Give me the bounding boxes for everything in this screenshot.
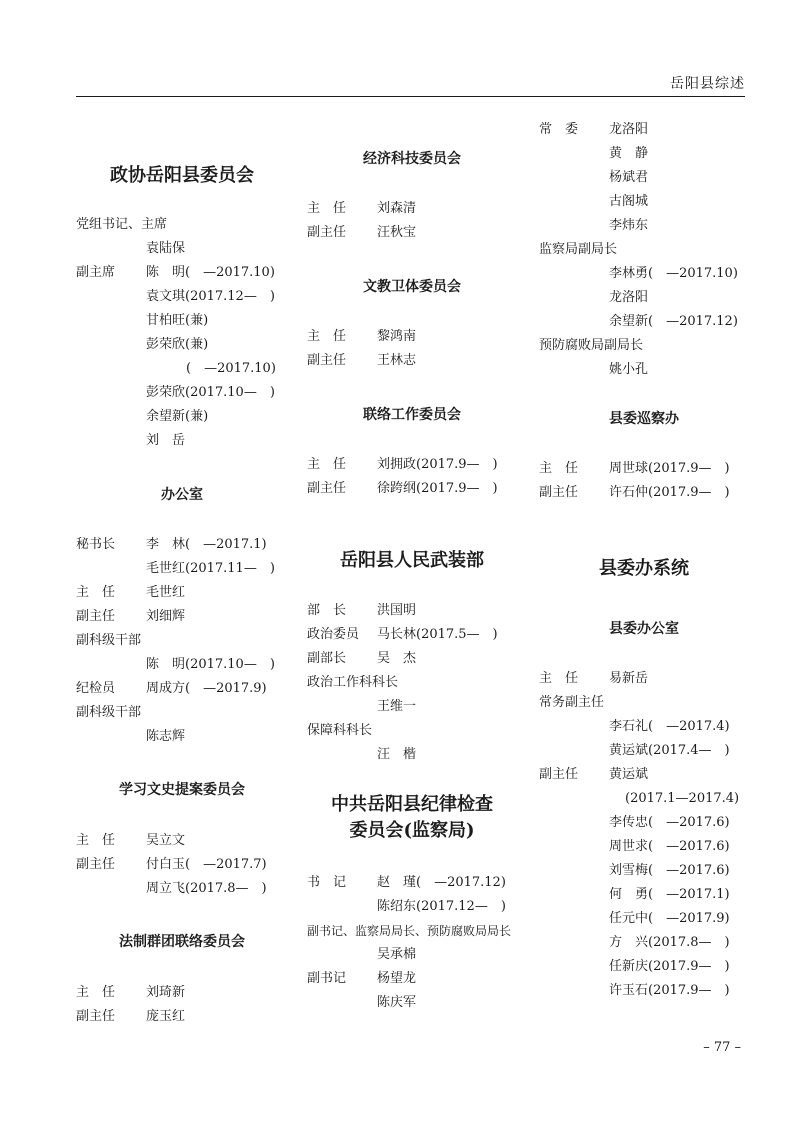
section-title-xianwei: 县委办系统 xyxy=(599,558,689,579)
person-entry: 李传忠( —2017.6) xyxy=(609,815,730,830)
person-entry: 黄 静 xyxy=(609,146,649,161)
person-entry: 付白玉( —2017.7) xyxy=(146,857,267,872)
person-entry: 王林志 xyxy=(377,353,417,368)
section-title-xianweibangongshi: 县委办公室 xyxy=(609,621,679,637)
person-entry: 刘 岳 xyxy=(146,433,186,448)
person-entry: 王维一 xyxy=(377,699,417,714)
role-label: 主 任 xyxy=(76,585,116,600)
role-label: 监察局副局长 xyxy=(539,242,618,257)
person-entry: 毛世红 xyxy=(146,585,186,600)
section-title-jingji: 经济科技委员会 xyxy=(363,151,461,167)
role-label: 秘书长 xyxy=(76,537,116,552)
person-entry: 周世求( —2017.6) xyxy=(609,839,730,854)
person-entry: 刘琦新 xyxy=(146,985,186,1000)
role-label: 副主任 xyxy=(307,481,347,496)
role-label: 副部长 xyxy=(307,651,347,666)
role-label: 常务副主任 xyxy=(539,695,605,710)
role-label: 主 任 xyxy=(76,985,116,1000)
role-label: 纪检员 xyxy=(76,681,116,696)
person-entry: 杨斌君 xyxy=(609,170,649,185)
role-label: 主 任 xyxy=(307,457,347,472)
person-entry: 周成方( —2017.9) xyxy=(146,681,267,696)
section-title-zhengxie: 政协岳阳县委员会 xyxy=(110,165,254,186)
person-entry: 李石礼( —2017.4) xyxy=(609,719,730,734)
person-entry: 吴 杰 xyxy=(377,651,417,666)
person-entry-term: (2017.1—2017.4) xyxy=(625,791,740,806)
person-entry: 李 林( —2017.1) xyxy=(146,537,267,552)
person-entry: 陈绍东(2017.12— ) xyxy=(377,899,506,914)
person-entry: 彭荣欣(2017.10— ) xyxy=(146,385,275,400)
person-entry: 方 兴(2017.8— ) xyxy=(609,935,730,950)
person-entry: 何 勇( —2017.1) xyxy=(609,887,730,902)
person-entry: 徐跨纲(2017.9— ) xyxy=(377,481,498,496)
role-label: 保障科科长 xyxy=(307,723,373,738)
role-label: 副主任 xyxy=(307,353,347,368)
page-number: – 77 – xyxy=(703,1040,741,1055)
role-label: 副主任 xyxy=(76,609,116,624)
role-label: 政治工作科科长 xyxy=(307,675,399,690)
section-title-wenjiao: 文教卫体委员会 xyxy=(363,279,461,295)
person-entry: 李炜东 xyxy=(609,218,649,233)
person-entry: 甘柏旺(兼) xyxy=(146,313,209,328)
person-entry: 马长林(2017.5— ) xyxy=(377,627,498,642)
person-entry: 刘细辉 xyxy=(146,609,186,624)
section-title-jiwei-line2: 委员会(监察局) xyxy=(349,820,475,841)
role-label: 主 任 xyxy=(307,201,347,216)
role-label: 副科级干部 xyxy=(76,633,142,648)
person-entry: 古阁城 xyxy=(609,194,649,209)
person-entry: 黄运斌 xyxy=(609,767,649,782)
person-entry: 许石仲(2017.9— ) xyxy=(609,485,730,500)
person-entry-term: ( —2017.10) xyxy=(186,361,276,376)
person-entry: 毛世红(2017.11— ) xyxy=(146,561,275,576)
section-title-lianluo: 联络工作委员会 xyxy=(363,407,461,423)
section-title-xuexi: 学习文史提案委员会 xyxy=(119,782,245,798)
section-title-fazhi: 法制群团联络委员会 xyxy=(119,934,245,950)
person-entry: 任元中( —2017.9) xyxy=(609,911,730,926)
person-entry: 杨望龙 xyxy=(377,971,417,986)
person-entry: 周世球(2017.9— ) xyxy=(609,461,730,476)
role-label: 副主任 xyxy=(76,1009,116,1024)
person-entry: 余望新( —2017.12) xyxy=(609,314,738,329)
role-label: 党组书记、主席 xyxy=(76,217,168,232)
running-header-title: 岳阳县综述 xyxy=(670,76,745,92)
role-label: 副科级干部 xyxy=(76,705,142,720)
person-entry: 刘森清 xyxy=(377,201,417,216)
section-title-xuncha: 县委巡察办 xyxy=(609,411,679,427)
role-label: 主 任 xyxy=(307,329,347,344)
person-entry: 任新庆(2017.9— ) xyxy=(609,959,730,974)
person-entry: 姚小孔 xyxy=(609,362,649,377)
person-entry: 龙洛阳 xyxy=(609,122,649,137)
person-entry: 汪秋宝 xyxy=(377,225,417,240)
person-entry: 吴承棉 xyxy=(377,947,417,962)
person-entry: 袁陆保 xyxy=(146,241,186,256)
section-title-bangongshi: 办公室 xyxy=(161,487,203,503)
role-label: 副主任 xyxy=(539,485,579,500)
role-label: 副书记、监察局局长、预防腐败局局长 xyxy=(307,924,512,938)
person-entry: 陈庆军 xyxy=(377,995,417,1010)
person-entry: 汪 楷 xyxy=(377,747,417,762)
role-label: 副书记 xyxy=(307,971,347,986)
role-label: 常 委 xyxy=(539,122,579,137)
role-label: 副主任 xyxy=(307,225,347,240)
role-label: 主 任 xyxy=(76,833,116,848)
person-entry: 吴立文 xyxy=(146,833,186,848)
role-label: 副主席 xyxy=(76,265,116,280)
person-entry: 袁文琪(2017.12— ) xyxy=(146,289,275,304)
person-entry: 刘拥政(2017.9— ) xyxy=(377,457,498,472)
role-label: 主 任 xyxy=(539,461,579,476)
person-entry: 赵 瑾( —2017.12) xyxy=(377,875,506,890)
person-entry: 周立飞(2017.8— ) xyxy=(146,881,267,896)
section-title-wuzhuang: 岳阳县人民武装部 xyxy=(340,550,484,571)
role-label: 书 记 xyxy=(307,875,347,890)
person-entry: 庞玉红 xyxy=(146,1009,186,1024)
person-entry: 易新岳 xyxy=(609,671,649,686)
person-entry: 许玉石(2017.9— ) xyxy=(609,983,730,998)
person-entry: 黎鸿南 xyxy=(377,329,417,344)
person-entry: 余望新(兼) xyxy=(146,409,209,424)
role-label: 部 长 xyxy=(307,603,347,618)
person-entry: 李林勇( —2017.10) xyxy=(609,266,738,281)
header-rule xyxy=(76,96,745,97)
role-label: 副主任 xyxy=(76,857,116,872)
person-entry: 陈志辉 xyxy=(146,729,186,744)
role-label: 预防腐败局副局长 xyxy=(539,338,644,353)
role-label: 副主任 xyxy=(539,767,579,782)
section-title-jiwei-line1: 中共岳阳县纪律检查 xyxy=(331,794,493,815)
person-entry: 陈 明(2017.10— ) xyxy=(146,657,275,672)
person-entry: 龙洛阳 xyxy=(609,290,649,305)
person-entry: 彭荣欣(兼) xyxy=(146,337,209,352)
person-entry: 陈 明( —2017.10) xyxy=(146,265,275,280)
person-entry: 洪国明 xyxy=(377,603,417,618)
person-entry: 刘雪梅( —2017.6) xyxy=(609,863,730,878)
role-label: 主 任 xyxy=(539,671,579,686)
person-entry: 黄运斌(2017.4— ) xyxy=(609,743,730,758)
role-label: 政治委员 xyxy=(307,627,360,642)
